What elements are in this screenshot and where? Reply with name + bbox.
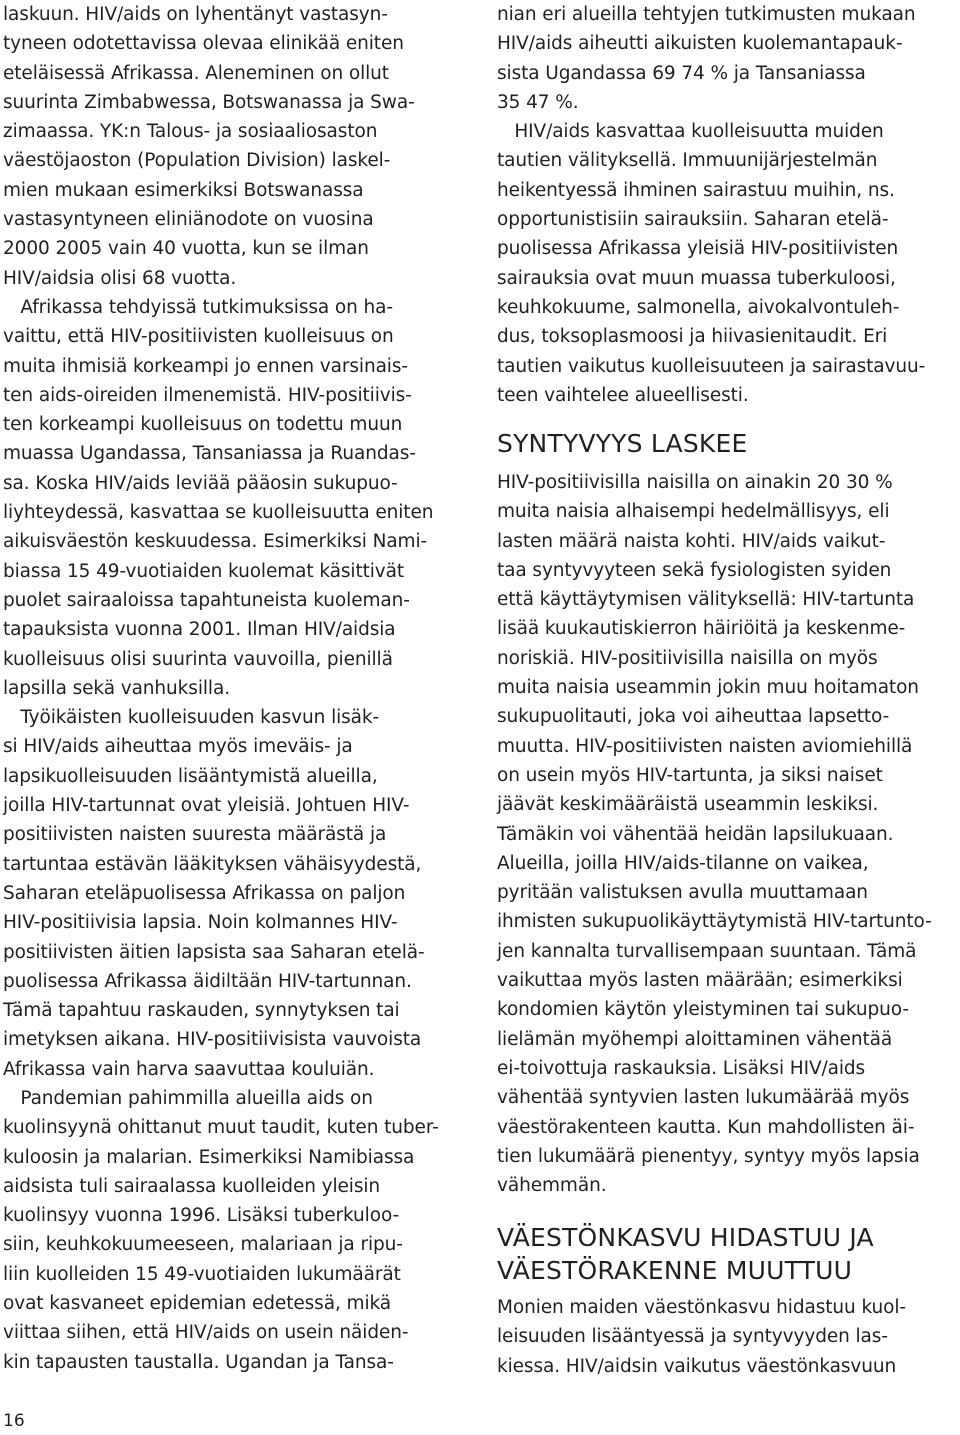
text-line: puolet sairaaloissa tapahtuneista kuoleman- <box>3 589 410 611</box>
text-line: taa syntyvyyteen sekä fysiologisten syiden <box>497 559 892 581</box>
text-line: väestöjaoston (Population Division) laskel- <box>3 150 391 172</box>
right-column-block-2 <box>497 468 959 1200</box>
text-line: muita naisia alhaisempi hedelmällisyys, eli <box>497 501 890 523</box>
text-line: teen vaihtelee alueellisesti. <box>497 384 749 406</box>
text-line: kuloosin ja malarian. Esimerkiksi Namibiassa <box>3 1146 415 1168</box>
text-line: muutta. HIV-positiivisten naisten aviomiehillä <box>497 735 913 757</box>
text-line: heikentyessä ihminen sairastuu muihin, ns. <box>497 179 895 201</box>
text-line: dus, toksoplasmoosi ja hiivasienitaudit. Eri <box>497 326 888 348</box>
text-line: sista Ugandassa 69 74 % ja Tansaniassa <box>497 62 866 84</box>
text-line: sa. Koska HIV/aids leviää pääosin sukupuo- <box>3 472 398 494</box>
text-line: Työikäisten kuolleisuuden kasvun lisäk- <box>3 707 380 729</box>
text-line: liyhteydessä, kasvattaa se kuolleisuutta eniten <box>3 502 434 524</box>
text-line: ten aids-oireiden ilmenemistä. HIV-positiivis- <box>3 384 412 406</box>
text-line: Tämä tapahtuu raskauden, synnytyksen tai <box>3 1000 400 1022</box>
text-line: vähentää syntyvien lasten lukumäärää myös <box>497 1087 910 1109</box>
text-line: on usein myös HIV-tartunta, ja siksi naiset <box>497 764 883 786</box>
left-column <box>3 0 465 1377</box>
text-line: puolisessa Afrikassa yleisiä HIV-positiivisten <box>497 238 899 260</box>
text-line: aidsista tuli sairaalassa kuolleiden yleisin <box>3 1175 381 1197</box>
text-line: puolisessa Afrikassa äidiltään HIV-tartunnan. <box>3 970 412 992</box>
text-line: HIV/aidsia olisi 68 vuotta. <box>3 267 237 289</box>
text-line: Afrikassa tehdyissä tutkimuksissa on ha- <box>3 296 393 318</box>
text-line: si HIV/aids aiheuttaa myös imeväis- ja <box>3 736 353 758</box>
text-line: Afrikassa vain harva saavuttaa kouluiän. <box>3 1058 375 1080</box>
text-line: tautien vaikutus kuolleisuuteen ja sairastavuu- <box>497 355 926 377</box>
text-line: Alueilla, joilla HIV/aids-tilanne on vaikea, <box>497 852 869 874</box>
page-number: 16 <box>3 1411 25 1431</box>
text-line: eteläisessä Afrikassa. Aleneminen on ollut <box>3 62 389 84</box>
text-line: Monien maiden väestönkasvu hidastuu kuol- <box>497 1297 906 1318</box>
text-line: Tämäkin voi vähentää heidän lapsilukuaan. <box>497 823 894 845</box>
text-line: 2000 2005 vain 40 vuotta, kun se ilman <box>3 238 369 260</box>
text-line: leisuuden lisääntyessä ja syntyvyyden las- <box>497 1326 888 1348</box>
text-line: sukupuolitauti, joka voi aiheuttaa lapsetto- <box>497 706 890 728</box>
text-line: jäävät keskimääräistä useammin leskiksi. <box>497 794 879 816</box>
text-line: suurinta Zimbabwessa, Botswanassa ja Swa- <box>3 91 415 113</box>
text-line: kondomien käytön yleistyminen tai sukupuo- <box>497 999 909 1021</box>
text-line: muita naisia useammin jokin muu hoitamaton <box>497 677 919 699</box>
text-line: HIV-positiivisilla naisilla on ainakin 20 30 % <box>497 472 893 493</box>
text-line: nian eri alueilla tehtyjen tutkimusten mukaan <box>497 4 916 25</box>
text-line: kuolleisuus olisi suurinta vauvoilla, pienillä <box>3 648 393 670</box>
text-line: lisää kuukautiskierron häiriöitä ja keskenme- <box>497 618 906 640</box>
text-line: lapsikuolleisuuden lisääntymistä alueilla, <box>3 765 378 787</box>
text-line: ovat kasvaneet epidemian edetessä, mikä <box>3 1293 392 1315</box>
text-line: sairauksia ovat muun muassa tuberkuloosi, <box>497 267 896 289</box>
right-column-block-1 <box>497 0 959 410</box>
text-line: positiivisten naisten suuresta määrästä ja <box>3 824 387 846</box>
text-line: kuolinsyy vuonna 1996. Lisäksi tuberkuloo- <box>3 1205 400 1227</box>
text-line: opportunistisiin sairauksiin. Saharan etelä- <box>497 209 889 231</box>
text-line: Pandemian pahimmilla alueilla aids on <box>3 1087 373 1109</box>
text-line: positiivisten äitien lapsista saa Saharan etelä- <box>3 941 425 963</box>
text-line: keuhkokuume, salmonella, aivokalvontuleh- <box>497 296 900 318</box>
text-line: ten korkeampi kuolleisuus on todettu muun <box>3 414 403 436</box>
text-line: lielämän myöhempi aloittaminen vähentää <box>497 1028 893 1050</box>
section-heading-vaestonkasvu-line-1: VÄESTÖNKASVU HIDASTUU JA <box>497 1223 874 1252</box>
text-line: väestörakenteen kautta. Kun mahdollisten äi- <box>497 1116 915 1138</box>
text-line: HIV-positiivisia lapsia. Noin kolmannes HIV- <box>3 912 398 934</box>
section-heading-vaestonkasvu-line-2: VÄESTÖRAKENNE MUUTTUU <box>497 1256 853 1285</box>
text-line: viittaa siihen, että HIV/aids on usein näiden- <box>3 1322 409 1344</box>
text-line: tautien välityksellä. Immuunijärjestelmän <box>497 150 878 172</box>
text-line: vaikuttaa myös lasten määrään; esimerkiksi <box>497 970 903 992</box>
text-line: 35 47 %. <box>497 91 579 113</box>
text-line: muita ihmisiä korkeampi jo ennen varsinais- <box>3 355 408 377</box>
text-line: tien lukumäärä pienentyy, syntyy myös lapsia <box>497 1145 920 1167</box>
section-heading-syntyvyys: SYNTYVYYS LASKEE <box>497 429 748 458</box>
text-line: imetyksen aikana. HIV-positiivisista vauvoista <box>3 1029 422 1051</box>
text-line: tartuntaa estävän lääkityksen vähäisyydestä, <box>3 853 422 875</box>
text-line: joilla HIV-tartunnat ovat yleisiä. Johtuen HIV- <box>3 795 410 817</box>
text-line: että käyttäytymisen välityksellä: HIV-tartunta <box>497 589 915 611</box>
text-line: zimaassa. YK:n Talous- ja sosiaaliosaston <box>3 121 378 143</box>
text-line: ihmisten sukupuolikäyttäytymistä HIV-tartunto- <box>497 911 932 933</box>
text-line: kiessa. HIV/aidsin vaikutus väestönkasvuun <box>497 1355 897 1377</box>
text-line: jen kannalta turvallisempaan suuntaan. Tämä <box>497 940 917 962</box>
text-line: laskuun. HIV/aids on lyhentänyt vastasyn- <box>3 4 388 25</box>
text-line: siin, keuhkokuumeeseen, malariaan ja ripu- <box>3 1234 403 1256</box>
text-line: kuolinsyynä ohittanut muut taudit, kuten tuber- <box>3 1117 439 1139</box>
text-line: noriskiä. HIV-positiivisilla naisilla on myös <box>497 647 878 669</box>
text-line: HIV/aids kasvattaa kuolleisuutta muiden <box>497 121 884 143</box>
text-line: tapauksista vuonna 2001. Ilman HIV/aidsia <box>3 619 396 641</box>
text-line: vaittu, että HIV-positiivisten kuolleisuus on <box>3 326 394 348</box>
text-line: mien mukaan esimerkiksi Botswanassa <box>3 179 364 201</box>
text-line: kin tapausten taustalla. Ugandan ja Tansa- <box>3 1351 394 1373</box>
text-line: muassa Ugandassa, Tansaniassa ja Ruandas- <box>3 443 416 465</box>
text-line: Saharan eteläpuolisessa Afrikassa on paljon <box>3 882 406 904</box>
right-column-block-3 <box>497 1293 959 1381</box>
text-line: vähemmän. <box>497 1175 607 1197</box>
text-line: lapsilla sekä vanhuksilla. <box>3 677 230 699</box>
text-line: ei-toivottuja raskauksia. Lisäksi HIV/aids <box>497 1057 866 1079</box>
text-line: aikuisväestön keskuudessa. Esimerkiksi Nami- <box>3 531 428 553</box>
text-line: lasten määrä naista kohti. HIV/aids vaikut- <box>497 530 886 552</box>
text-line: liin kuolleiden 15 49-vuotiaiden lukumäärät <box>3 1263 401 1285</box>
text-line: tyneen odotettavissa olevaa elinikää eniten <box>3 33 404 55</box>
text-line: HIV/aids aiheutti aikuisten kuolemantapauk- <box>497 33 903 55</box>
text-line: biassa 15 49-vuotiaiden kuolemat käsittivät <box>3 560 405 582</box>
text-line: pyritään valistuksen avulla muuttamaan <box>497 882 868 904</box>
text-line: vastasyntyneen eliniänodote on vuosina <box>3 209 374 231</box>
